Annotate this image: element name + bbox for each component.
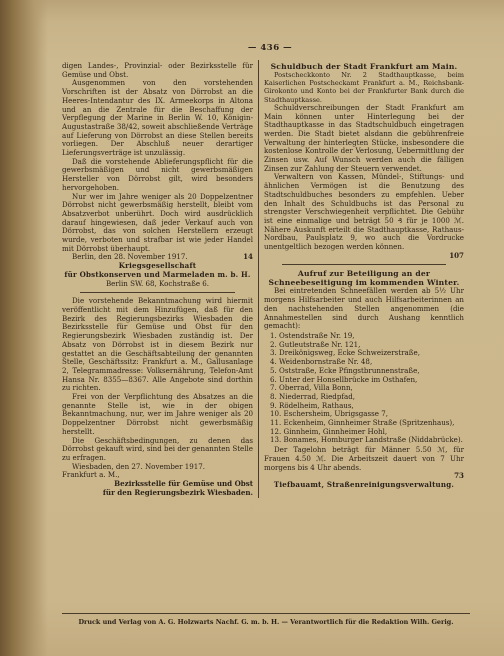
list-item: 13. Bonames, Homburger Landstraße (Niddabrücke). [270, 435, 463, 445]
section-rule [80, 292, 235, 293]
schuldbuch-paragraph-1: Schuldverschreibungen der Stadt Frankfurt am Main können unter Hinterlegung bei der Stadthauptkasse in das Stadtschuldbuch eingetragen werden. Die Stadt bietet alsdann die gebührenfreie Verwaltung der hinterlegten Stücke, insbesondere die kostenlose Kontrolle der Verlosung, Uebermittlung der Zinsen usw. Auf Wunsch werden auch die fälligen Zinsen zur Zahlung der Steuern verwendet. [264, 102, 464, 173]
issuer-name: Kriegsgesellschaft [118, 261, 197, 271]
list-item: 9. Rödelheim, Rathaus, [270, 400, 354, 410]
reference-number: 107 [449, 250, 464, 260]
issuer-subtitle: für Obstkonserven und Marmeladen m. b. H. [64, 269, 251, 279]
left-column [62, 62, 253, 497]
paragraph-exemption: Ausgenommen von den vorstehenden Vorschriften ist der Absatz von Dörrobst an die Heeres-Intendantur des IX. Armeekorps in Altona und an die Zentrale für die Beschaffung der Verpflegung der Marine in Berlin W. 10, Königin-Augustastraße 38/42, soweit abschließende Verträge auf Lieferung von Dörrobst an diese Stellen bereits vorliegen. Der Abschluß neuer derartiger Lieferungsverträge ist unzulässig. [62, 78, 253, 158]
snow-intro: Bei eintretenden Schneefällen werden ab 5½ Uhr morgens Hilfsarbeiter und auch Hilfsarbeiterinnen an den nachstehenden Stellen angenommen (die Annahmestellen sind durch Aushang kenntlich gemacht): [264, 286, 464, 331]
page-number: — 436 — [247, 43, 293, 53]
footer-imprint: Druck und Verlag von A. G. Holzwarts Nachf. G. m. b. H. — Verantwortlich für die Redaktion Wilh. Gerig. [78, 618, 454, 626]
footer-rule [62, 613, 470, 614]
schuldbuch-ref-line [264, 252, 464, 261]
snow-signature: Tiefbauamt, Straßenreinigungsverwaltung. [273, 479, 455, 489]
column-divider [258, 60, 259, 498]
list-item: 1. Ostendstraße Nr. 19, [270, 330, 355, 340]
list-item: 12. Ginnheim, Ginnheimer Hohl, [270, 426, 388, 436]
paragraph-small-producers: Nur wer im Jahre weniger als 20 Doppelzentner Dörrobst nicht gewerbsmäßig herstellt, bleibt vom Absatzverbot unberührt. Doch wird ausdrücklich darauf hingewiesen, daß jeder Verkauf auch von Dörrobst, das von solchen Herstellern erzeugt wurde, verboten und strafbar ist wie jeder Handel mit Dörrobst überhaupt. [62, 191, 253, 253]
snow-locations-list [264, 332, 464, 445]
section-rule [282, 264, 446, 265]
list-item: 5. Oststraße, Ecke Pfingstbrunnenstraße, [270, 365, 420, 375]
snow-title: Aufruf zur Beteiligung an der Schneebeseitigung im kommenden Winter. [268, 269, 460, 288]
place-frankfurt: Frankfurt a. M., [62, 470, 120, 480]
list-item: 10. Eschersheim, Ubrigsgasse 7, [270, 409, 389, 419]
issuer-2-line-1: Bezirksstelle für Gemüse und Obst [114, 479, 253, 489]
reference-number: 73 [454, 471, 464, 481]
paragraph-intro-tail: digen Landes-, Provinzial- oder Bezirksstelle für Gemüse und Obst. [62, 61, 253, 79]
date-berlin: Berlin, den 28. November 1917. [72, 252, 188, 262]
paragraph-publication: Die vorstehende Bekanntmachung wird hiermit veröffentlicht mit dem Hinzufügen, daß für den Bezirk des Regierungsbezirks Wiesbaden die Bezirksstelle für Gemüse und Obst für den Regierungsbezirk Wiesbaden zuständig ist. Der Absatz von Dörrobst ist in diesem Bezirk nur gestattet an die Geschäftsabteilung der genannten Stelle, Geschäftssitz: Frankfurt a. M., Gallusanlage 2, Telegrammadresse: Volksernährung, Telefon-Amt Hansa Nr. 8355—8367. Alle Angebote sind dorthin zu richten. [62, 296, 253, 393]
paragraph-conditions: Die Geschäftsbedingungen, zu denen das Dörrobst gekauft wird, sind bei der genannten Stelle zu erfragen. [62, 435, 253, 462]
right-column [264, 62, 464, 490]
schuldbuch-title: Schuldbuch der Stadt Frankfurt am Main. [270, 62, 458, 71]
list-item: 8. Niederrad, Riedpfad, [270, 391, 356, 401]
reference-number: 14 [243, 252, 253, 262]
issuer-address: Berlin SW. 68, Kochstraße 6. [105, 278, 210, 288]
list-item: 11. Eckenheim, Ginnheimer Straße (Spritzenhaus), [270, 418, 455, 428]
schuldbuch-paragraph-2: Verwaltern von Kassen, Mündel-, Stiftungs- und ähnlichen Vermögen ist die Benutzung des Stadtschuldbuches besonders zu empfehlen. Ueber den Inhalt des Schuldbuchs ist das Personal zu strengster Verschwiegenheit verpflichtet. Die Gebühr ist eine einmalige und beträgt 50 ₰ für je 1000 ℳ. Nähere Auskunft erteilt die Stadthauptkasse, Rathaus-Nordbau, Paulsplatz 9, wo auch die Vordrucke unentgeltlich bezogen werden können. [264, 172, 464, 252]
list-item: 3. Dreikönigsweg, Ecke Schweizerstraße, [270, 348, 420, 358]
list-item: 6. Unter der Honsellbrücke im Osthafen, [270, 374, 418, 384]
list-item: 2. Gutleutstraße Nr. 121, [270, 339, 361, 349]
paragraph-exemption-2: Frei von der Verpflichtung des Absatzes an die genannte Stelle ist, wie in der obigen Bekanntmachung, nur, wer im Jahre weniger als 20 Doppelzentner Dörrobst nicht gewerbsmäßig herstellt. [62, 392, 253, 436]
snow-wages: Der Tagelohn beträgt für Männer 5.50 ℳ, für Frauen 4.50 ℳ. Die Arbeitszeit dauert von 7 Uhr morgens bis 4 Uhr abends. [264, 445, 464, 472]
list-item: 4. Weidenbornstraße Nr. 48, [270, 357, 373, 367]
paragraph-producers: Daß die vorstehende Ablieferungspflicht für die gewerbsmäßigen und nicht gewerbsmäßigen Hersteller von Dörrobst gilt, wird besonders hervorgehoben. [62, 156, 253, 192]
date-wiesbaden: Wiesbaden, den 27. November 1917. [72, 461, 206, 471]
issuer-2-line-2: für den Regierungsbezirk Wiesbaden. [102, 487, 253, 497]
list-item: 7. Oberrad, Villa Bonn, [270, 383, 353, 393]
schuldbuch-accounts: Postscheckkonto Nr. 2 Stadthauptkasse, beim Kaiserlichen Postscheckamt Frankfurt a. M., Reichsbank-Girokonto und Konto bei der Frankfurter Bank durch die Stadthauptkasse. [264, 71, 464, 104]
page-gutter-shadow [0, 0, 48, 656]
